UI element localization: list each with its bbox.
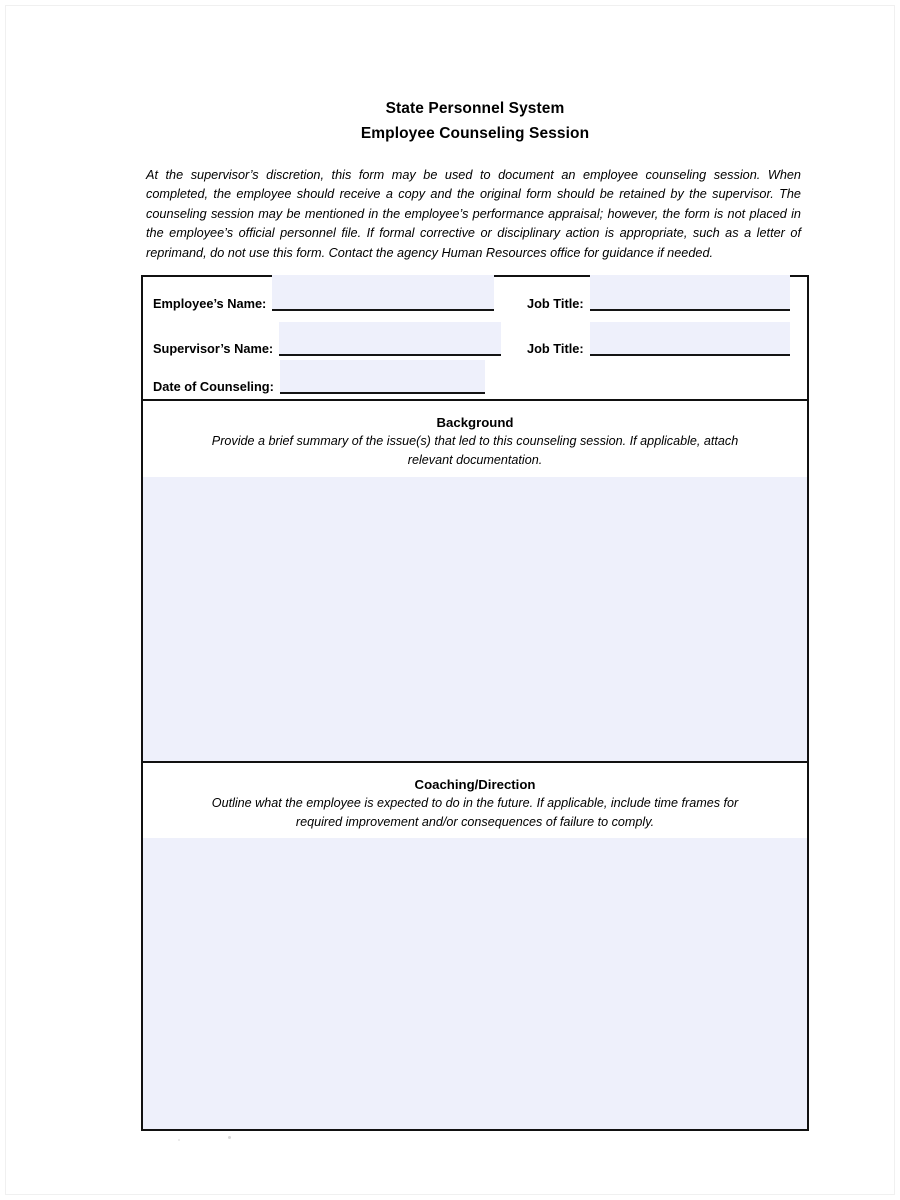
background-section (143, 399, 807, 761)
employee-name-row (153, 291, 494, 313)
supervisor-job-title-fill (590, 322, 790, 355)
date-of-counseling-label: Date of Counseling: (153, 379, 274, 394)
employee-job-title-rule (590, 309, 790, 311)
identity-section (143, 277, 807, 399)
supervisor-job-title-rule (590, 354, 790, 356)
employee-job-title-input[interactable] (590, 291, 790, 313)
form-table (141, 275, 809, 1131)
coaching-heading: Coaching/Direction (414, 777, 536, 792)
scan-artifact-secondary (178, 1139, 180, 1141)
title-line-system: State Personnel System (385, 100, 565, 117)
date-of-counseling-fill (280, 360, 485, 393)
employee-name-fill (272, 275, 494, 310)
employee-name-input[interactable] (272, 291, 494, 313)
background-heading: Background (436, 415, 514, 430)
supervisor-name-row (153, 336, 501, 358)
coaching-textarea[interactable] (143, 838, 807, 1129)
background-textarea[interactable] (143, 477, 807, 761)
title-line-form: Employee Counseling Session (360, 125, 590, 142)
supervisor-job-title-input[interactable] (590, 336, 790, 358)
employee-job-title-label: Job Title: (527, 296, 584, 311)
supervisor-name-input[interactable] (279, 336, 501, 358)
employee-name-rule (272, 309, 494, 311)
employee-job-title-fill (590, 275, 790, 310)
background-instructions: Provide a brief summary of the issue(s) that led to this counseling session. If applicable, attach relevant documentation. (211, 434, 739, 467)
supervisor-name-fill (279, 322, 501, 355)
date-of-counseling-rule (280, 392, 485, 394)
page-title (140, 96, 810, 146)
supervisor-job-title-row (527, 336, 790, 358)
date-of-counseling-row (153, 374, 485, 396)
coaching-section (143, 761, 807, 1129)
date-of-counseling-input[interactable] (280, 374, 485, 396)
intro-paragraph: At the supervisor’s discretion, this form may be used to document an employee counseling session. When completed, the employee should receive a copy and the original form should be retained by the supervisor. The counseling session may be mentioned in the employee’s performance appraisal; however, the form is not placed in the employee’s official personnel file. If formal corrective or disciplinary action is appropriate, such as a letter of reprimand, do not use this form. Contact the agency Human Resources office for guidance if needed. (146, 168, 801, 260)
employee-name-label: Employee’s Name: (153, 296, 267, 311)
supervisor-name-rule (279, 354, 501, 356)
scan-artifact (228, 1136, 231, 1139)
supervisor-job-title-label: Job Title: (527, 341, 584, 356)
coaching-instructions: Outline what the employee is expected to do in the future. If applicable, include time frames for required improvement and/or consequences of failure to comply. (211, 796, 739, 829)
supervisor-name-label: Supervisor’s Name: (153, 341, 274, 356)
employee-job-title-row (527, 291, 790, 313)
